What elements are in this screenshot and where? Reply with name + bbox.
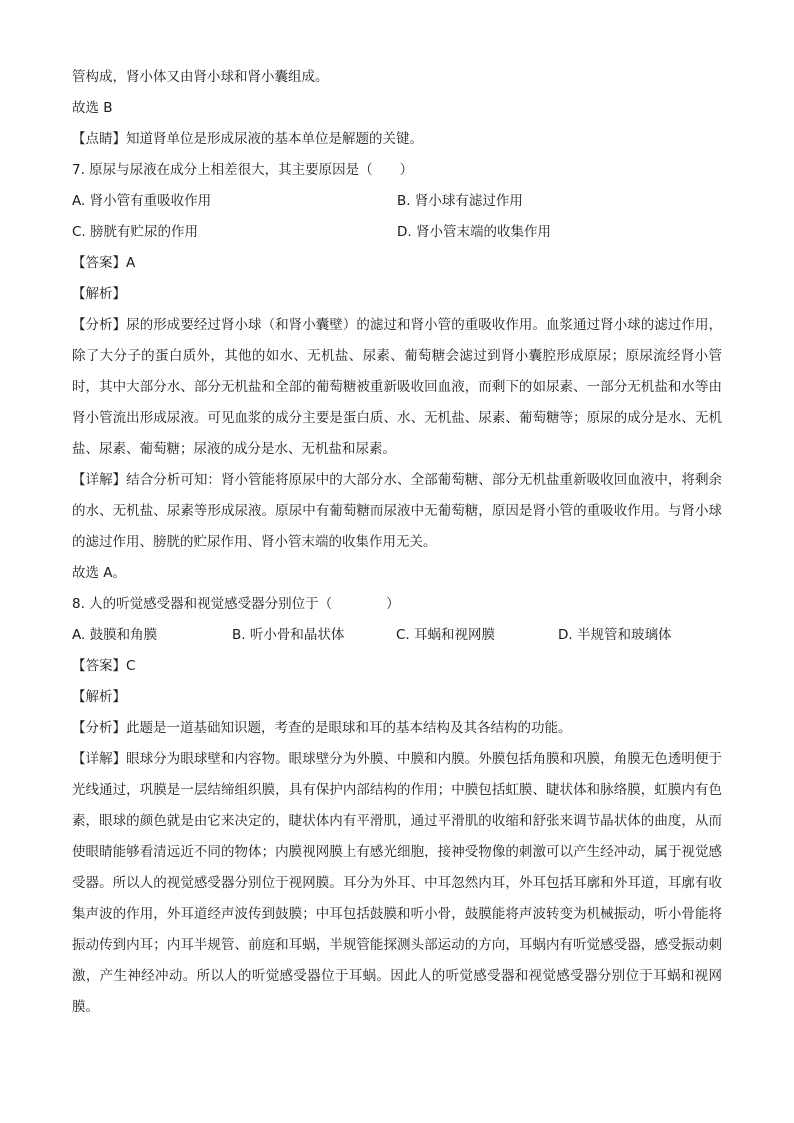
q8-detail: 【详解】眼球分为眼球壁和内容物。眼球壁分为外膜、中膜和内膜。外膜包括角膜和巩膜，角膜无色透明便于光线通过，巩膜是一层结缔组织膜，具有保护内部结构的作用；中膜包括虹膜、睫状体和脉络膜，虹膜内有色素，眼球的颜色就是由它来决定的，睫状体内有平滑肌，通过平滑肌的收缩和舒张来调节晶状体的曲度，从而使眼睛能够看清远近不同的物体；内膜视网膜上有感光细胞，接神受物像的刺激可以产生经冲动，属于视觉感受器。所以人的视觉感受器分别位于视网膜。耳分为外耳、中耳忽然内耳，外耳包括耳廓和外耳道，耳廓有收集声波的作用，外耳道经声波传到鼓膜；中耳包括鼓膜和听小骨，鼓膜能将声波转变为机械振动，听小骨能将振动传到内耳；内耳半规管、前庭和耳蜗，半规管能探测头部运动的方向，耳蜗内有听觉感受器，感受振动刺激，产生神经冲动。所以人的听觉感受器位于耳蜗。因此人的听觉感受器和视觉感受器分别位于耳蜗和视网膜。 bbox=[72, 751, 722, 1015]
document-page bbox=[72, 62, 722, 1023]
q7-option-c: C. 膀胱有贮尿的作用 bbox=[72, 224, 199, 240]
text-line: 管构成，肾小体又由肾小球和肾小囊组成。 bbox=[72, 69, 329, 85]
q7-option-a: A. 肾小管有重吸收作用 bbox=[72, 193, 212, 209]
q7-detail: 【详解】结合分析可知：肾小管能将原尿中的大部分水、全部葡萄糖、部分无机盐重新吸收回血液中，将剩余的水、无机盐、尿素等形成尿液。原尿中有葡萄糖而尿液中无葡萄糖，原因是肾小管的重吸收作用。与肾小球的滤过作用、膀胱的贮尿作用、肾小管末端的收集作用无关。 bbox=[72, 472, 722, 550]
q7-option-b: B. 肾小球有滤过作用 bbox=[397, 193, 523, 209]
q8-option-d: D. 半规管和玻璃体 bbox=[558, 627, 672, 643]
q8-option-a: A. 鼓膜和角膜 bbox=[72, 627, 158, 643]
q7-option-d: D. 肾小管末端的收集作用 bbox=[397, 224, 551, 240]
tip-line: 【点睛】知道肾单位是形成尿液的基本单位是解题的关键。 bbox=[72, 131, 423, 147]
q8-answer: 【答案】C bbox=[72, 658, 136, 674]
q8-jiexi-heading: 【解析】 bbox=[72, 689, 126, 705]
q7-options-row-2 bbox=[72, 217, 722, 248]
q8-option-c: C. 耳蜗和视网膜 bbox=[396, 627, 496, 643]
q7-choice: 故选 A。 bbox=[72, 565, 127, 581]
q8-options-row bbox=[72, 620, 722, 651]
q8-option-b: B. 听小骨和晶状体 bbox=[232, 627, 345, 643]
question-8: 8. 人的听觉感受器和视觉感受器分别位于（ ） bbox=[72, 596, 400, 612]
q7-answer: 【答案】A bbox=[72, 255, 136, 271]
q8-analysis: 【分析】此题是一道基础知识题，考查的是眼球和耳的基本结构及其各结构的功能。 bbox=[72, 720, 572, 736]
question-7: 7. 原尿与尿液在成分上相差很大，其主要原因是（ ） bbox=[72, 162, 414, 178]
text-line: 故选 B bbox=[72, 100, 113, 116]
q7-options-row-1 bbox=[72, 186, 722, 217]
q7-analysis: 【分析】尿的形成要经过肾小球（和肾小囊壁）的滤过和肾小管的重吸收作用。血浆通过肾小球的滤过作用，除了大分子的蛋白质外，其他的如水、无机盐、尿素、葡萄糖会滤过到肾小囊腔形成原尿；原尿流经肾小管时，其中大部分水、部分无机盐和全部的葡萄糖被重新吸收回血液，而剩下的如尿素、一部分无机盐和水等由肾小管流出形成尿液。可见血浆的成分主要是蛋白质、水、无机盐、尿素、葡萄糖等；原尿的成分是水、无机盐、尿素、葡萄糖；尿液的成分是水、无机盐和尿素。 bbox=[72, 317, 722, 457]
q7-jiexi-heading: 【解析】 bbox=[72, 286, 126, 302]
